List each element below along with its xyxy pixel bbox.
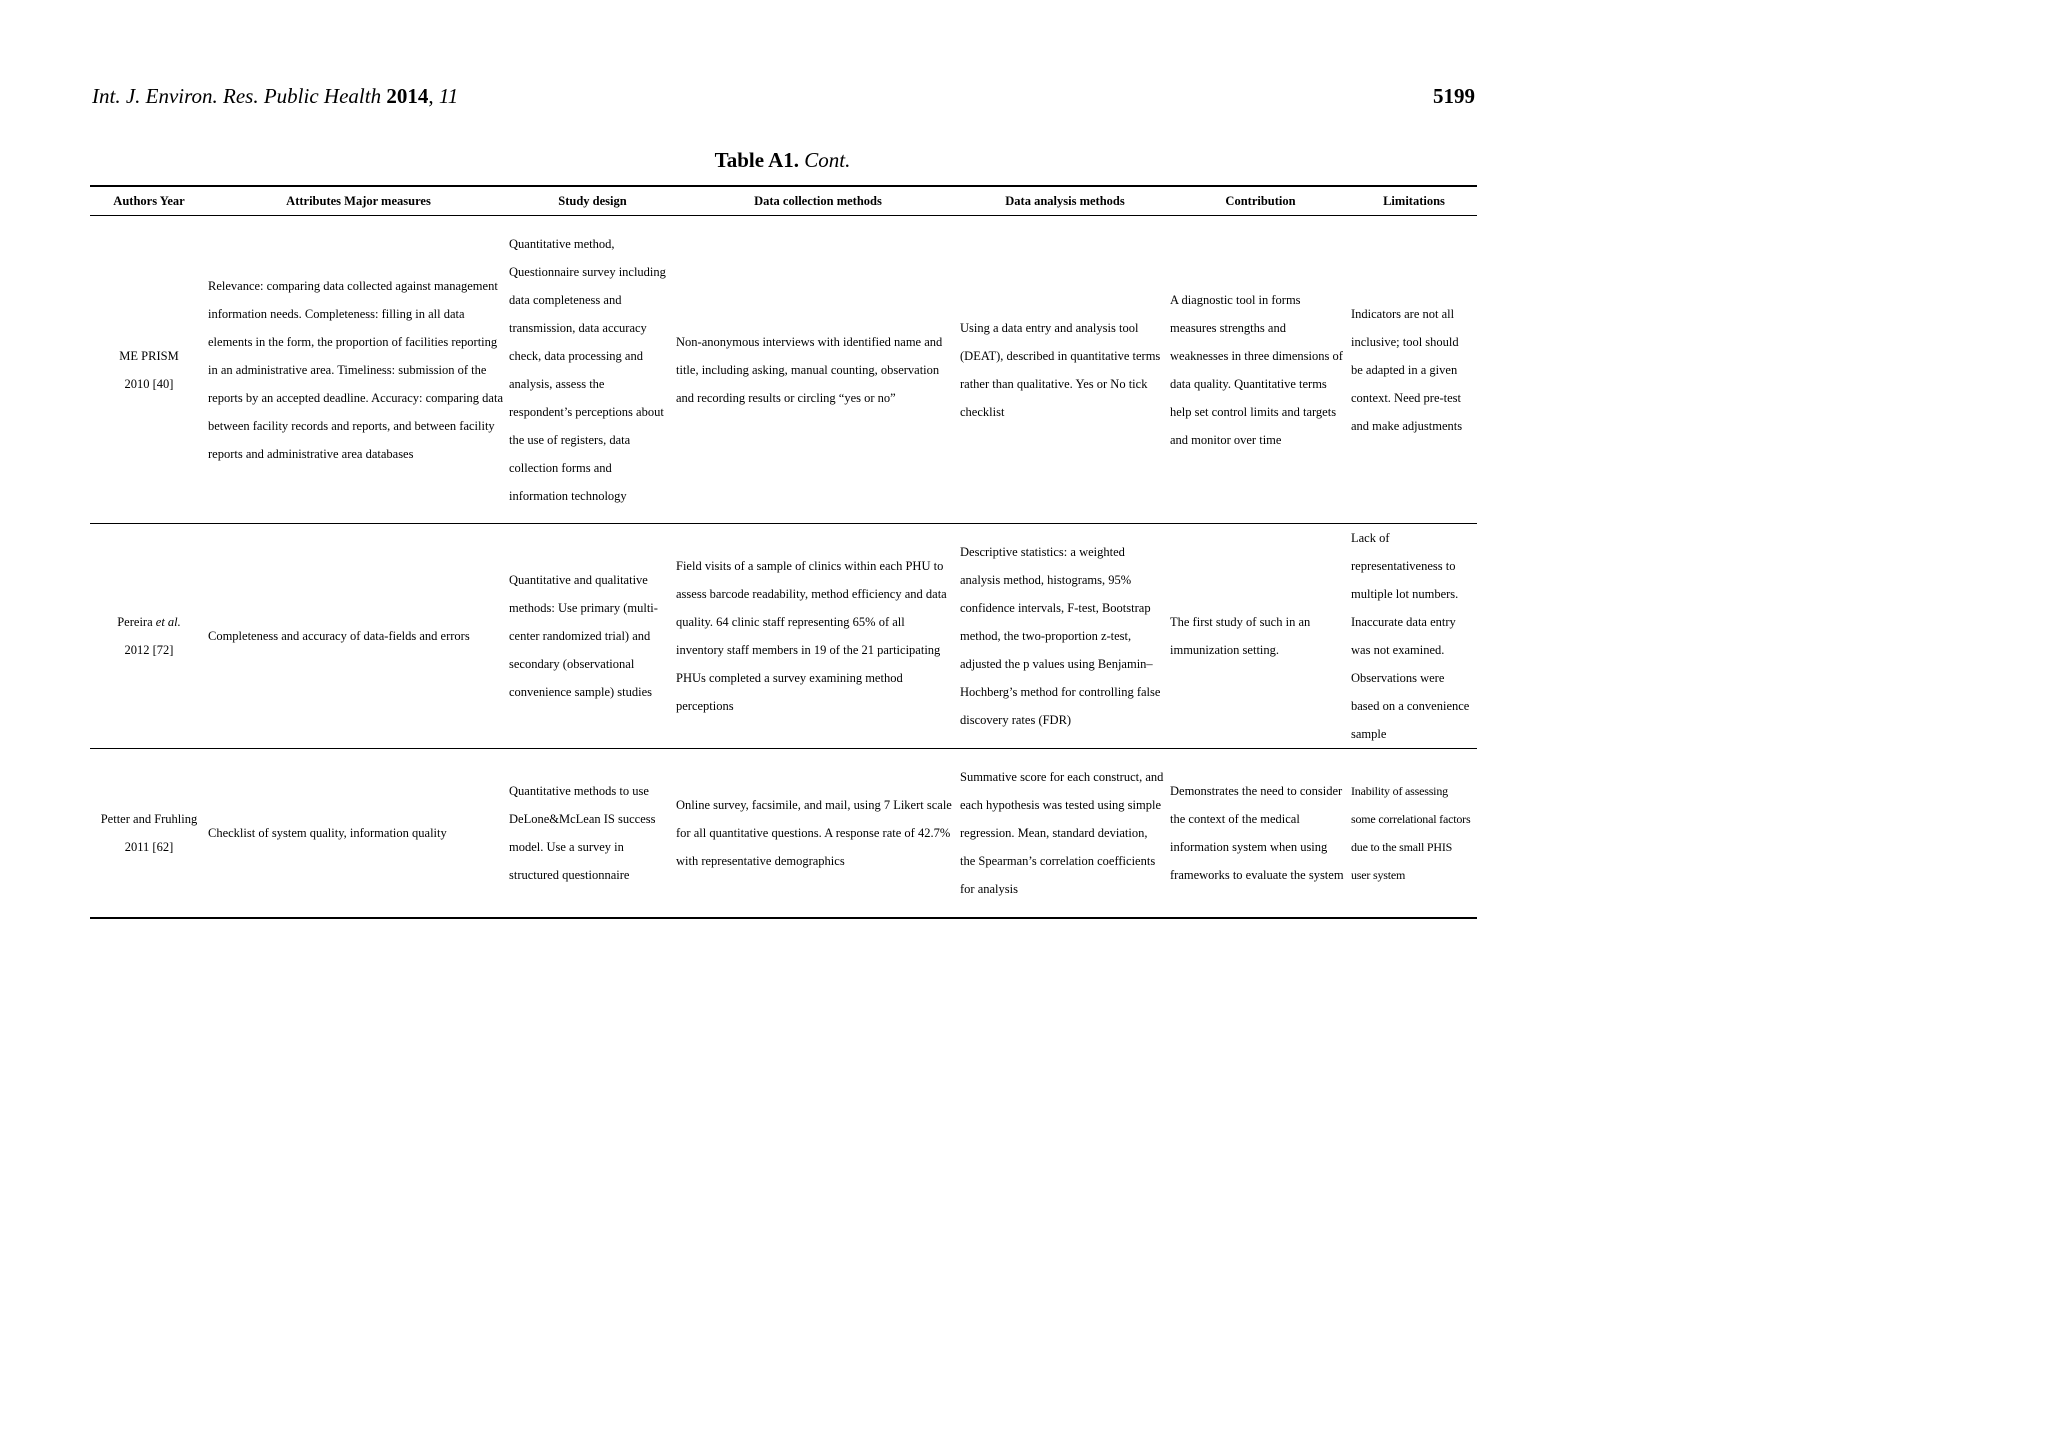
column-header: Limitations (1351, 186, 1477, 216)
page-header (92, 84, 1475, 114)
limitations-cell (1351, 524, 1477, 749)
author-year: 2010 [40] (124, 376, 174, 391)
data-analysis-cell (960, 216, 1170, 524)
table-row (90, 749, 1477, 919)
limitations-text: Lack of representativeness to multiple lot numbers. Inaccurate data entry was not examined. Observations were based on a convenience sample (1351, 531, 1470, 741)
column-header: Study design (509, 186, 676, 216)
contribution-text: The first study of such in an immunization setting. (1170, 615, 1311, 657)
author-year: 2011 [62] (124, 840, 174, 854)
journal-year: 2014 (386, 84, 429, 108)
study-design-text: Quantitative method, Questionnaire survey including data completeness and transmission, data accuracy check, data processing and analysis, assess the respondent’s perceptions about the use of registers, data collection forms and information technology (509, 236, 666, 503)
column-header: Contribution (1170, 186, 1351, 216)
caption-suffix: Cont. (804, 148, 851, 172)
author-cell (90, 216, 208, 524)
limitations-text: Inability of assessing some correlational factors due to the small PHIS user system (1351, 784, 1471, 882)
author-cell (90, 524, 208, 749)
author-name: ME PRISM (119, 348, 179, 363)
journal-volume: 11 (438, 84, 459, 108)
column-header: Data analysis methods (960, 186, 1170, 216)
data-collection-text: Non-anonymous interviews with identified name and title, including asking, manual counting, observation and recording results or circling “yes or no” (676, 334, 943, 405)
table-caption (0, 148, 1565, 173)
attributes-cell (208, 216, 509, 524)
table-row (90, 216, 1477, 524)
data-table (90, 185, 1477, 919)
contribution-cell (1170, 216, 1351, 524)
data-collection-text: Field visits of a sample of clinics within each PHU to assess barcode readability, method efficiency and data quality. 64 clinic staff representing 65% of all inventory staff members in 19 of the 21 participating PHUs completed a survey examining method perceptions (676, 559, 947, 713)
attributes-text: Completeness and accuracy of data-fields and errors (208, 629, 470, 643)
author-year: 2012 [72] (124, 643, 174, 657)
data-collection-cell (676, 524, 960, 749)
table-row (90, 524, 1477, 749)
page-number: 5199 (1433, 84, 1475, 108)
data-analysis-text: Using a data entry and analysis tool (DEAT), described in quantitative terms rather than qualitative. Yes or No tick checklist (960, 320, 1161, 419)
literature-table (90, 185, 1477, 919)
data-collection-text: Online survey, facsimile, and mail, using 7 Likert scale for all quantitative questions. A response rate of 42.7% with representative demographics (676, 798, 952, 868)
attributes-text: Relevance: comparing data collected against management information needs. Completeness: filling in all data elements in the form, the proportion of facilities reporting in an administrative area. Timeliness: submission of the reports by an accepted deadline. Accuracy: comparing data between facility records and reports, and between facility reports and administrative area databases (208, 278, 504, 461)
author-name: Pereira (117, 615, 156, 629)
contribution-cell (1170, 749, 1351, 919)
data-analysis-cell (960, 524, 1170, 749)
table-header-row (90, 186, 1477, 216)
author-et-al: et al. (155, 615, 181, 629)
column-header: Attributes Major measures (208, 186, 509, 216)
author-cell (90, 749, 208, 919)
data-analysis-cell (960, 749, 1170, 919)
study-design-text: Quantitative and qualitative methods: Use primary (multi-center randomized trial) and secondary (observational convenience sample) studies (509, 573, 658, 699)
column-header: Authors Year (90, 186, 208, 216)
study-design-text: Quantitative methods to use DeLone&McLean IS success model. Use a survey in structured questionnaire (509, 784, 656, 882)
study-design-cell (509, 216, 676, 524)
author-name: Petter and Fruhling (100, 812, 198, 826)
data-analysis-text: Descriptive statistics: a weighted analysis method, histograms, 95% confidence intervals, F-test, Bootstrap method, the two-proportion z-test, adjusted the p values using Benjamin–Hochberg’s method for controlling false discovery rates (FDR) (960, 545, 1161, 727)
attributes-cell (208, 524, 509, 749)
study-design-cell (509, 524, 676, 749)
attributes-text: Checklist of system quality, information quality (208, 826, 447, 840)
column-header: Data collection methods (676, 186, 960, 216)
contribution-text: Demonstrates the need to consider the context of the medical information system when using frameworks to evaluate the system (1170, 784, 1344, 882)
data-analysis-text: Summative score for each construct, and each hypothesis was tested using simple regression. Mean, standard deviation, the Spearman’s correlation coefficients for analysis (960, 770, 1164, 896)
limitations-cell (1351, 749, 1477, 919)
caption-label: Table A1. (714, 148, 800, 172)
data-collection-cell (676, 216, 960, 524)
data-collection-cell (676, 749, 960, 919)
limitations-text: Indicators are not all inclusive; tool should be adapted in a given context. Need pre-test and make adjustments (1351, 306, 1463, 433)
contribution-text: A diagnostic tool in forms measures strengths and weaknesses in three dimensions of data quality. Quantitative terms help set control limits and targets and monitor over time (1170, 292, 1343, 447)
attributes-cell (208, 749, 509, 919)
study-design-cell (509, 749, 676, 919)
journal-citation (92, 84, 458, 109)
citation-separator: , (428, 84, 434, 108)
journal-name: Int. J. Environ. Res. Public Health (92, 84, 382, 108)
contribution-cell (1170, 524, 1351, 749)
limitations-cell (1351, 216, 1477, 524)
